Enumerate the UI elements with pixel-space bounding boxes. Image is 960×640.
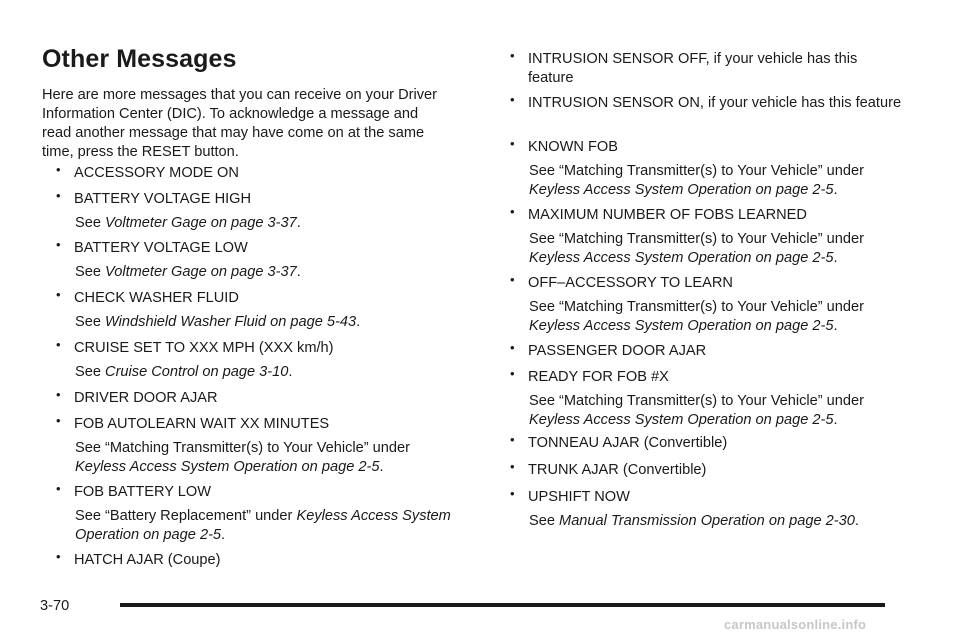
message-label: READY FOR FOB #X: [528, 369, 669, 385]
reference-suffix: .: [833, 318, 838, 334]
bullet-icon: •: [56, 237, 61, 252]
reference-link[interactable]: Keyless Access System Operation on page 2-5: [75, 459, 380, 475]
reference-suffix: .: [296, 264, 301, 280]
reference-suffix: .: [854, 513, 859, 529]
message-label: INTRUSION SENSOR OFF, if your vehicle has this feature: [528, 51, 858, 86]
reference-link[interactable]: Keyless Access System Operation on page 2-5: [529, 182, 834, 198]
reference-suffix: .: [356, 314, 361, 330]
reference-text: [529, 512, 914, 531]
reference-link[interactable]: Voltmeter Gage on page 3-37: [105, 215, 297, 231]
message-label: MAXIMUM NUMBER OF FOBS LEARNED: [528, 207, 807, 223]
reference-suffix: .: [221, 527, 226, 543]
reference-link[interactable]: Manual Transmission Operation on page 2-30: [559, 513, 855, 529]
reference-prefix: See: [529, 513, 555, 529]
watermark: carmanualsonline.info: [724, 617, 867, 632]
bullet-icon: •: [510, 92, 515, 107]
message-label: PASSENGER DOOR AJAR: [528, 343, 707, 359]
message-label: CRUISE SET TO XXX MPH (XXX km/h): [74, 340, 334, 356]
reference-text: [75, 214, 460, 233]
reference-prefix: See: [75, 314, 101, 330]
reference-suffix: .: [379, 459, 384, 475]
reference-suffix: .: [296, 215, 301, 231]
message-label: INTRUSION SENSOR ON, if your vehicle has this feature: [528, 95, 902, 111]
reference-text: [529, 392, 914, 430]
reference-link[interactable]: Keyless Access System Operation on page 2-5: [75, 508, 451, 543]
bullet-icon: •: [510, 272, 515, 287]
message-label: ACCESSORY MODE ON: [74, 165, 239, 181]
bullet-icon: •: [56, 337, 61, 352]
reference-text: [529, 230, 914, 268]
bullet-icon: •: [510, 366, 515, 381]
reference-text: [75, 439, 460, 477]
reference-link[interactable]: Keyless Access System Operation on page 2-5: [529, 318, 834, 334]
reference-text: [75, 363, 460, 382]
reference-suffix: .: [288, 364, 293, 380]
bullet-icon: •: [510, 486, 515, 501]
message-label: TONNEAU AJAR (Convertible): [528, 435, 728, 451]
bullet-icon: •: [510, 459, 515, 474]
reference-prefix: See “Matching Transmitter(s) to Your Vehicle” under: [529, 299, 865, 315]
reference-link[interactable]: Keyless Access System Operation on page 2-5: [529, 412, 834, 428]
message-label: DRIVER DOOR AJAR: [74, 390, 218, 406]
reference-prefix: See: [75, 364, 101, 380]
reference-prefix: See “Matching Transmitter(s) to Your Vehicle” under: [529, 231, 865, 247]
reference-link[interactable]: Voltmeter Gage on page 3-37: [105, 264, 297, 280]
bullet-icon: •: [56, 387, 61, 402]
reference-text: [75, 263, 460, 282]
message-label: CHECK WASHER FLUID: [74, 290, 239, 306]
message-label: UPSHIFT NOW: [528, 489, 630, 505]
bullet-icon: •: [56, 162, 61, 177]
message-label: FOB BATTERY LOW: [74, 484, 212, 500]
reference-prefix: See “Matching Transmitter(s) to Your Vehicle” under: [75, 440, 411, 456]
reference-suffix: .: [833, 412, 838, 428]
bullet-icon: •: [510, 204, 515, 219]
reference-suffix: .: [833, 182, 838, 198]
reference-prefix: See: [75, 215, 101, 231]
reference-link[interactable]: Windshield Washer Fluid on page 5-43: [105, 314, 357, 330]
message-label: TRUNK AJAR (Convertible): [528, 462, 707, 478]
bullet-icon: •: [56, 188, 61, 203]
page-number: 3-70: [40, 598, 70, 614]
message-label: KNOWN FOB: [528, 139, 618, 155]
bullet-icon: •: [56, 413, 61, 428]
reference-text: [529, 298, 914, 336]
reference-prefix: See “Matching Transmitter(s) to Your Vehicle” under: [529, 163, 865, 179]
reference-link[interactable]: Keyless Access System Operation on page 2-5: [529, 250, 834, 266]
bullet-icon: •: [510, 432, 515, 447]
page-heading: Other Messages: [42, 45, 237, 73]
footer-divider: [120, 603, 885, 607]
message-label: HATCH AJAR (Coupe): [74, 552, 221, 568]
bullet-icon: •: [510, 136, 515, 151]
reference-suffix: .: [833, 250, 838, 266]
reference-prefix: See: [75, 264, 101, 280]
message-label: FOB AUTOLEARN WAIT XX MINUTES: [74, 416, 330, 432]
reference-prefix: See “Matching Transmitter(s) to Your Vehicle” under: [529, 393, 865, 409]
bullet-icon: •: [56, 481, 61, 496]
message-label: OFF–ACCESSORY TO LEARN: [528, 275, 733, 291]
message-label: BATTERY VOLTAGE HIGH: [74, 191, 252, 207]
bullet-icon: •: [510, 48, 515, 63]
reference-text: [75, 507, 460, 545]
message-label: BATTERY VOLTAGE LOW: [74, 240, 248, 256]
reference-text: [75, 313, 460, 332]
bullet-icon: •: [56, 287, 61, 302]
bullet-icon: •: [510, 340, 515, 355]
intro-paragraph: Here are more messages that you can receive on your Driver Information Center (DIC). To acknowledge a message and read another message that may have come on at the same time, press the RESET button.: [42, 87, 438, 160]
reference-prefix: See “Battery Replacement” under: [75, 508, 293, 524]
reference-text: [529, 162, 914, 200]
bullet-icon: •: [56, 549, 61, 564]
reference-link[interactable]: Cruise Control on page 3-10: [105, 364, 289, 380]
